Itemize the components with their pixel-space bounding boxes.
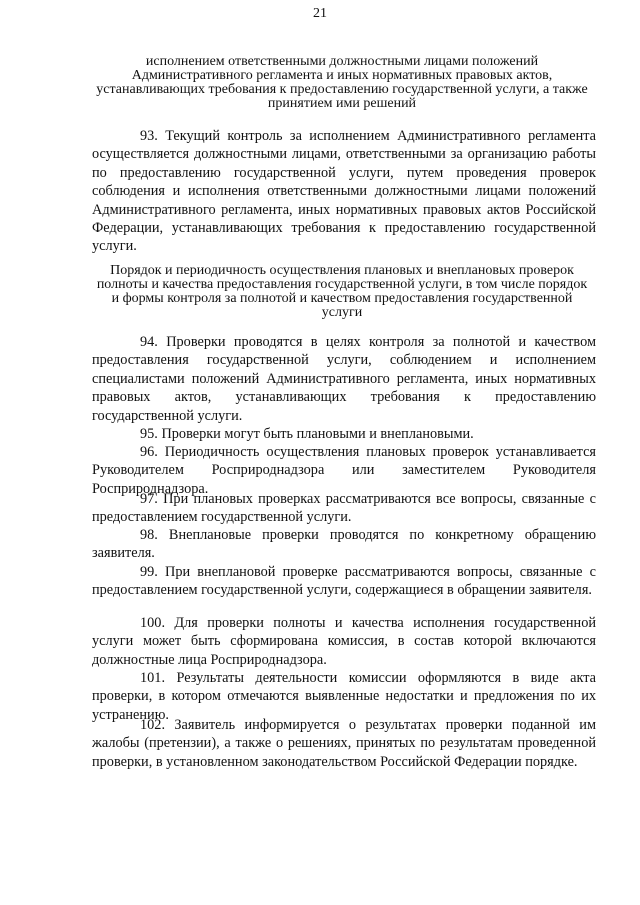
paragraph-99: 99. При внеплановой проверке рассматриваются вопросы, связанные с предоставлением государственной услуги, содержащиеся в обращении заявителя.: [92, 564, 596, 599]
paragraph-94: 94. Проверки проводятся в целях контроля за полнотой и качеством предоставления государственной услуги, соблюдением и исполнением специалистами положений Административного регламента, иных нормативных правовых актов, устанавливающих требования к предоставлению государственной услуги.: [92, 334, 596, 424]
paragraph-93: 93. Текущий контроль за исполнением Административного регламента осуществляется должностными лицами, ответственными за организацию работы по предоставлению государственной услуги, путем проведения проверок соблюдения и исполнения ответственными должностными лицами положений Административного регламента, иных нормативных правовых актов Российской Федерации, устанавливающих требования к предоставлению государственной услуги.: [92, 128, 596, 255]
page-number: 21: [313, 6, 327, 21]
paragraph-101: 101. Результаты деятельности комиссии оформляются в виде акта проверки, в котором отмечаются выявленные недостатки и предложения по их устранению.: [92, 670, 596, 723]
section-heading-inspections: Порядок и периодичность осуществления плановых и внеплановых проверок полноты и качества предоставления государственной услуги, в том числе порядок и формы контроля за полнотой и качеством предоставления государственной услуги: [96, 263, 588, 320]
paragraph-98: 98. Внеплановые проверки проводятся по конкретному обращению заявителя.: [92, 527, 596, 562]
paragraph-95: 95. Проверки могут быть плановыми и внеплановыми.: [140, 426, 474, 442]
section-heading-responsibility: исполнением ответственными должностными лицами положений Административного регламента и иных нормативных правовых актов, устанавливающих требования к предоставлению государственной услуги, а также принятием ими решений: [96, 54, 588, 111]
paragraph-102: 102. Заявитель информируется о результатах проверки поданной им жалобы (претензии), а также о решениях, принятых по результатам проведенной проверки, в установленном законодательством Российской Федерации порядке.: [92, 717, 596, 770]
paragraph-97: 97. При плановых проверках рассматриваются все вопросы, связанные с предоставлением государственной услуги.: [92, 491, 596, 526]
paragraph-96: 96. Периодичность осуществления плановых проверок устанавливается Руководителем Росприроднадзора или заместителем Руководителя Росприроднадзора.: [92, 444, 596, 497]
paragraph-100: 100. Для проверки полноты и качества исполнения государственной услуги может быть сформирована комиссия, в состав которой включаются должностные лица Росприроднадзора.: [92, 615, 596, 668]
